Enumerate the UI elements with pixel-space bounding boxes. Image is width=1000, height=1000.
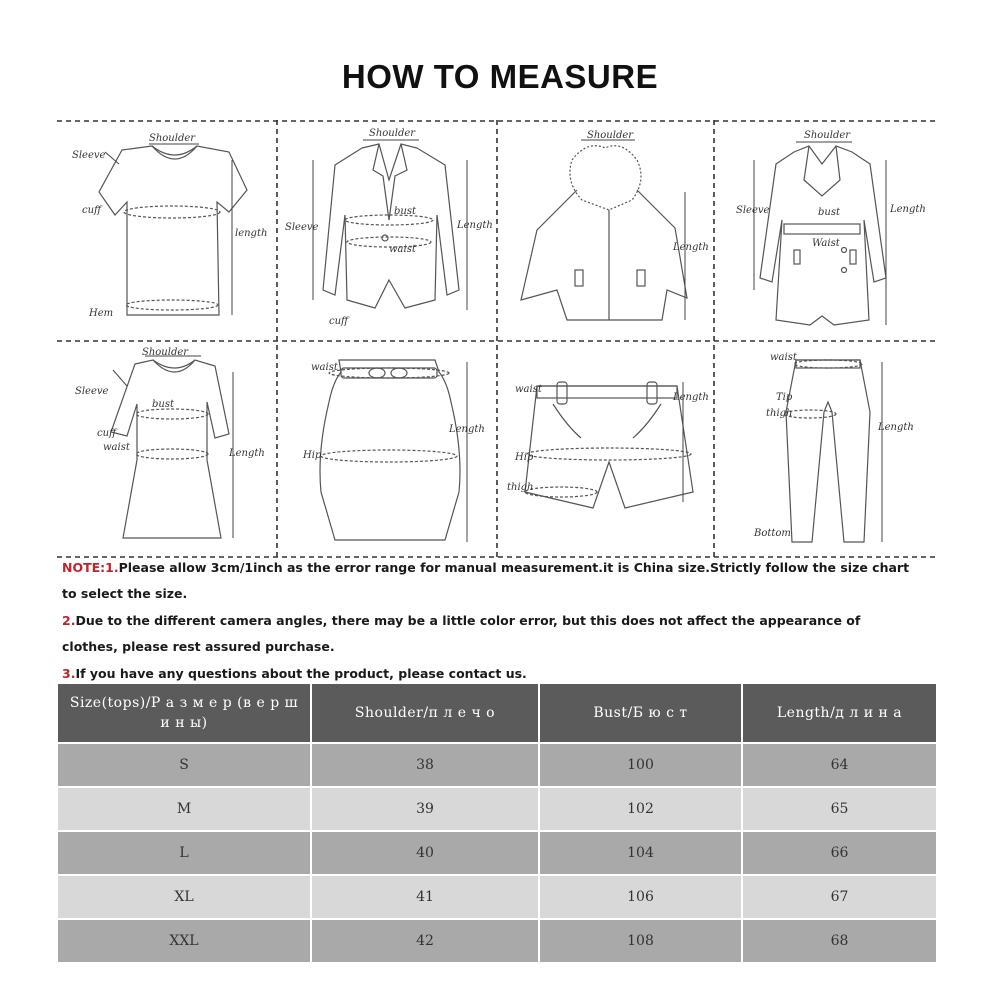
cell-bust: 104 [539,831,742,875]
label-waist: waist [103,442,130,453]
label-waist: waist [770,352,797,363]
label-shoulder: Shoulder [369,128,416,139]
trench-coat-drawing [714,120,935,340]
note-3-prefix: 3. [62,666,76,681]
label-shoulder: Shoulder [587,130,634,141]
note-2-text: Due to the different camera angles, there may be a little color error, but this does not affect the appearance of [75,613,861,628]
label-bottom: Bottom [754,528,791,539]
label-length: Length [890,204,926,215]
diagram-blazer [277,120,497,340]
shorts-drawing [497,342,714,557]
note-2-line-2: clothes, please rest assured purchase. [62,639,335,654]
cell-shoulder: 38 [311,743,539,787]
note-1-prefix: NOTE:1. [62,560,119,575]
fur-coat-drawing [497,120,714,340]
label-waist: waist [515,384,542,395]
header-shoulder: Shoulder/п л е ч о [311,684,539,743]
note-1-line-2: to select the size. [62,586,188,601]
label-shoulder: Shoulder [149,133,196,144]
cell-size: L [58,831,311,875]
cell-bust: 108 [539,919,742,962]
measurement-diagram-grid [57,120,935,558]
label-sleeve: Sleeve [736,205,770,216]
diagram-shorts [497,342,714,557]
label-bust: bust [152,399,174,410]
label-tip: Tip [776,392,793,403]
note-2-line-1 [62,613,860,628]
cell-size: XL [58,875,311,919]
table-row [58,875,936,919]
label-hip: Hip [515,452,534,463]
label-length: length [235,228,268,239]
cell-size: XXL [58,919,311,962]
cell-bust: 106 [539,875,742,919]
header-length: Length/д л и н а [742,684,936,743]
table-row [58,787,936,831]
label-length: Length [878,422,914,433]
diagram-dress [57,342,277,557]
cell-size: M [58,787,311,831]
label-cuff: cuff [329,316,349,327]
label-shoulder: Shoulder [142,347,189,358]
note-3-text: If you have any questions about the product, please contact us. [75,666,527,681]
note-2-prefix: 2. [62,613,76,628]
table-row [58,743,936,787]
label-length: Length [457,220,493,231]
note-3-line-1 [62,666,527,681]
diagram-skirt [277,342,497,557]
label-sleeve: Sleeve [72,150,106,161]
cell-shoulder: 41 [311,875,539,919]
cell-bust: 100 [539,743,742,787]
cell-length: 68 [742,919,936,962]
label-length: Length [673,242,709,253]
note-1-line-1 [62,560,909,575]
diagram-tshirt [57,120,277,340]
label-hem: Hem [89,308,114,319]
label-bust: bust [394,206,416,217]
diagram-trench-coat [714,120,935,340]
label-waist: waist [311,362,338,373]
label-waist: Waist [812,238,840,249]
cell-bust: 102 [539,787,742,831]
size-chart-header-row [58,684,936,743]
label-cuff: cuff [97,428,117,439]
trousers-drawing [714,342,935,557]
cell-shoulder: 39 [311,787,539,831]
label-length: Length [229,448,265,459]
note-1-text: Please allow 3cm/1inch as the error range for manual measurement.it is China size.Strictly follow the size chart [118,560,910,575]
label-cuff: cuff [82,205,102,216]
label-length: Length [449,424,485,435]
label-sleeve: Sleeve [285,222,319,233]
label-bust: bust [818,207,840,218]
page-title: HOW TO MEASURE [341,58,659,95]
label-hip: Hip [303,450,322,461]
header-bust: Bust/Б ю с т [539,684,742,743]
diagram-trousers [714,342,935,557]
table-row [58,831,936,875]
cell-size: S [58,743,311,787]
table-row [58,919,936,962]
label-thigh: thigh [507,482,534,493]
cell-length: 65 [742,787,936,831]
cell-length: 66 [742,831,936,875]
size-chart-table [58,684,936,962]
label-waist: waist [389,244,416,255]
cell-shoulder: 42 [311,919,539,962]
label-thigh: thigh [766,408,793,419]
diagram-fur-coat [497,120,714,340]
label-sleeve: Sleeve [75,386,109,397]
label-shoulder: Shoulder [804,130,851,141]
cell-length: 67 [742,875,936,919]
cell-length: 64 [742,743,936,787]
header-size: Size(tops)/Р а з м е р (в е р ш и н ы) [58,684,311,743]
label-length: Length [673,392,709,403]
cell-shoulder: 40 [311,831,539,875]
